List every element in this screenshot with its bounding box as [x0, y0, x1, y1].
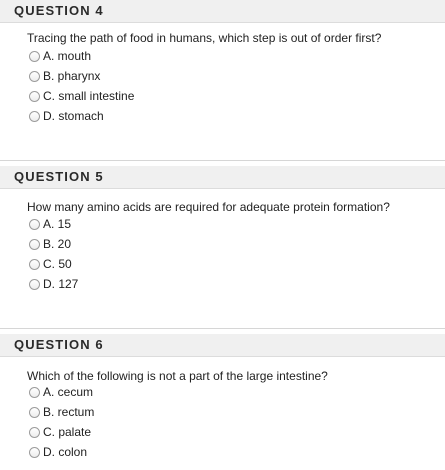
question-4-text: Tracing the path of food in humans, which step is out of order first?	[27, 31, 382, 45]
radio-button[interactable]	[29, 259, 40, 270]
question-4	[0, 0, 445, 160]
question-5-option-b[interactable]	[29, 236, 71, 252]
radio-button[interactable]	[29, 427, 40, 438]
question-5-option-d[interactable]	[29, 276, 78, 292]
option-label: A. cecum	[43, 385, 94, 399]
option-label: C. palate	[43, 425, 92, 439]
question-6-text: Which of the following is not a part of the large intestine?	[27, 369, 328, 383]
radio-button[interactable]	[29, 387, 40, 398]
radio-button[interactable]	[29, 279, 40, 290]
question-divider	[0, 160, 445, 161]
question-divider	[0, 328, 445, 329]
question-5-header	[0, 166, 445, 189]
option-label: C. small intestine	[43, 89, 135, 103]
radio-button[interactable]	[29, 71, 40, 82]
radio-button[interactable]	[29, 219, 40, 230]
question-5-option-a[interactable]	[29, 216, 71, 232]
question-6	[0, 334, 445, 470]
question-6-option-b[interactable]	[29, 404, 94, 420]
question-4-option-b[interactable]	[29, 68, 100, 84]
radio-button[interactable]	[29, 91, 40, 102]
question-5-option-c[interactable]	[29, 256, 72, 272]
question-4-title: QUESTION 4	[14, 3, 104, 18]
question-6-option-a[interactable]	[29, 384, 93, 400]
question-5	[0, 166, 445, 328]
option-label: D. 127	[43, 277, 79, 291]
question-6-header	[0, 334, 445, 357]
question-6-option-d[interactable]	[29, 444, 87, 460]
radio-button[interactable]	[29, 407, 40, 418]
question-4-header	[0, 0, 445, 23]
question-4-option-c[interactable]	[29, 88, 134, 104]
radio-button[interactable]	[29, 111, 40, 122]
option-label: B. pharynx	[43, 69, 101, 83]
option-label: D. colon	[43, 445, 88, 459]
radio-button[interactable]	[29, 51, 40, 62]
radio-button[interactable]	[29, 239, 40, 250]
option-label: B. 20	[43, 237, 72, 251]
question-4-option-d[interactable]	[29, 108, 104, 124]
option-label: C. 50	[43, 257, 72, 271]
question-5-text: How many amino acids are required for adequate protein formation?	[27, 200, 390, 214]
question-6-title: QUESTION 6	[14, 337, 104, 352]
option-label: A. mouth	[43, 49, 92, 63]
question-5-title: QUESTION 5	[14, 169, 104, 184]
radio-button[interactable]	[29, 447, 40, 458]
option-label: A. 15	[43, 217, 72, 231]
question-4-option-a[interactable]	[29, 48, 91, 64]
option-label: B. rectum	[43, 405, 95, 419]
question-6-option-c[interactable]	[29, 424, 91, 440]
option-label: D. stomach	[43, 109, 104, 123]
